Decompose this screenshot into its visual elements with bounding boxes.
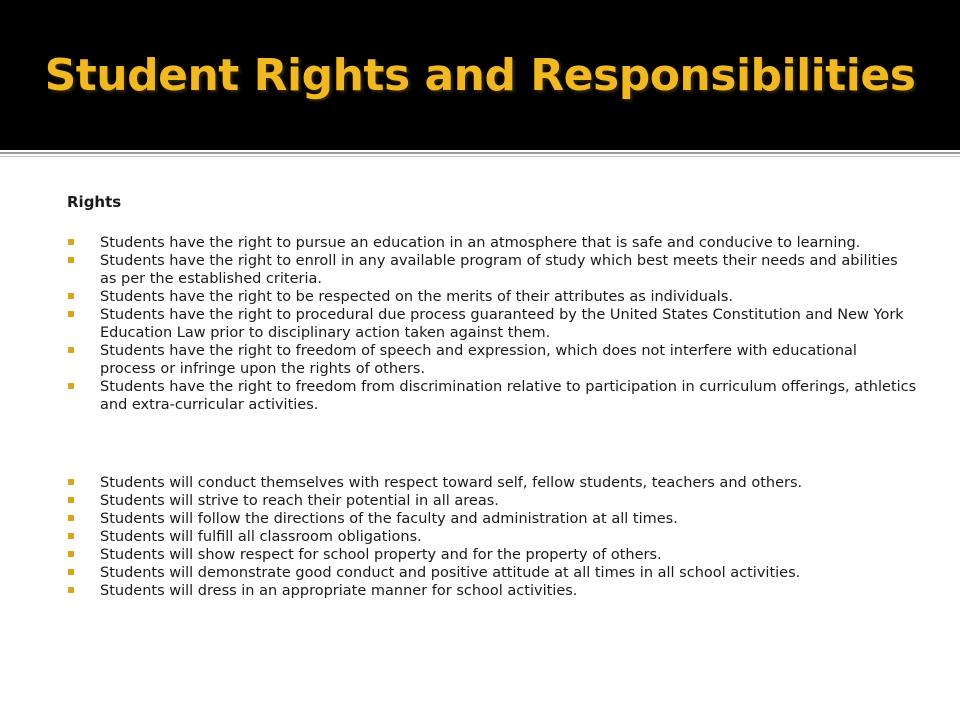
- list-item-text: Students have the right to pursue an education in an atmosphere that is safe and conducive to learning.: [100, 235, 861, 251]
- slide-title: Student Rights and Responsibilities: [44, 50, 916, 101]
- list-item: [67, 234, 917, 252]
- square-bullet-icon: [68, 311, 74, 317]
- slide-body: [67, 193, 917, 600]
- list-item: [67, 582, 917, 600]
- list-item: [67, 564, 917, 582]
- square-bullet-icon: [68, 533, 74, 539]
- list-item-text: Students have the right to freedom from discrimination relative to participation in curriculum offerings, athletics and extra-curricular activities.: [100, 379, 917, 413]
- list-item: [67, 378, 917, 414]
- square-bullet-icon: [68, 497, 74, 503]
- list-item-text: Students will demonstrate good conduct and positive attitude at all times in all school activities.: [100, 565, 801, 581]
- square-bullet-icon: [68, 587, 74, 593]
- list-item: [67, 288, 917, 306]
- list-item-text: Students will show respect for school property and for the property of others.: [100, 547, 662, 563]
- square-bullet-icon: [68, 347, 74, 353]
- list-item: [67, 342, 917, 378]
- rights-list: [67, 234, 917, 414]
- list-item-text: Students will fulfill all classroom obligations.: [100, 529, 422, 545]
- list-item-text: Students will follow the directions of the faculty and administration at all times.: [100, 511, 678, 527]
- square-bullet-icon: [68, 551, 74, 557]
- list-item-text: Students have the right to freedom of speech and expression, which does not interfere with educational process or infringe upon the rights of others.: [100, 343, 857, 377]
- list-item-text: Students will conduct themselves with respect toward self, fellow students, teachers and others.: [100, 475, 803, 491]
- list-item: [67, 252, 917, 288]
- list-item-text: Students have the right to be respected on the merits of their attributes as individuals.: [100, 289, 733, 305]
- square-bullet-icon: [68, 515, 74, 521]
- list-item: [67, 510, 917, 528]
- section-spacer: [67, 414, 917, 474]
- square-bullet-icon: [68, 383, 74, 389]
- rights-heading: Rights: [67, 193, 122, 211]
- title-divider-thin: [0, 156, 960, 157]
- list-item: [67, 474, 917, 492]
- list-item: [67, 528, 917, 546]
- square-bullet-icon: [68, 293, 74, 299]
- square-bullet-icon: [68, 239, 74, 245]
- list-item-text: Students have the right to enroll in any available program of study which best meets their needs and abilities as per the established criteria.: [100, 253, 898, 287]
- responsibilities-list: [67, 474, 917, 600]
- square-bullet-icon: [68, 257, 74, 263]
- list-item-text: Students will dress in an appropriate manner for school activities.: [100, 583, 578, 599]
- list-item-text: Students will strive to reach their potential in all areas.: [100, 493, 499, 509]
- list-item: [67, 546, 917, 564]
- title-divider: [0, 152, 960, 154]
- list-item: [67, 306, 917, 342]
- list-item-text: Students have the right to procedural due process guaranteed by the United States Constitution and New York Education Law prior to disciplinary action taken against them.: [100, 307, 904, 341]
- list-item: [67, 492, 917, 510]
- square-bullet-icon: [68, 479, 74, 485]
- square-bullet-icon: [68, 569, 74, 575]
